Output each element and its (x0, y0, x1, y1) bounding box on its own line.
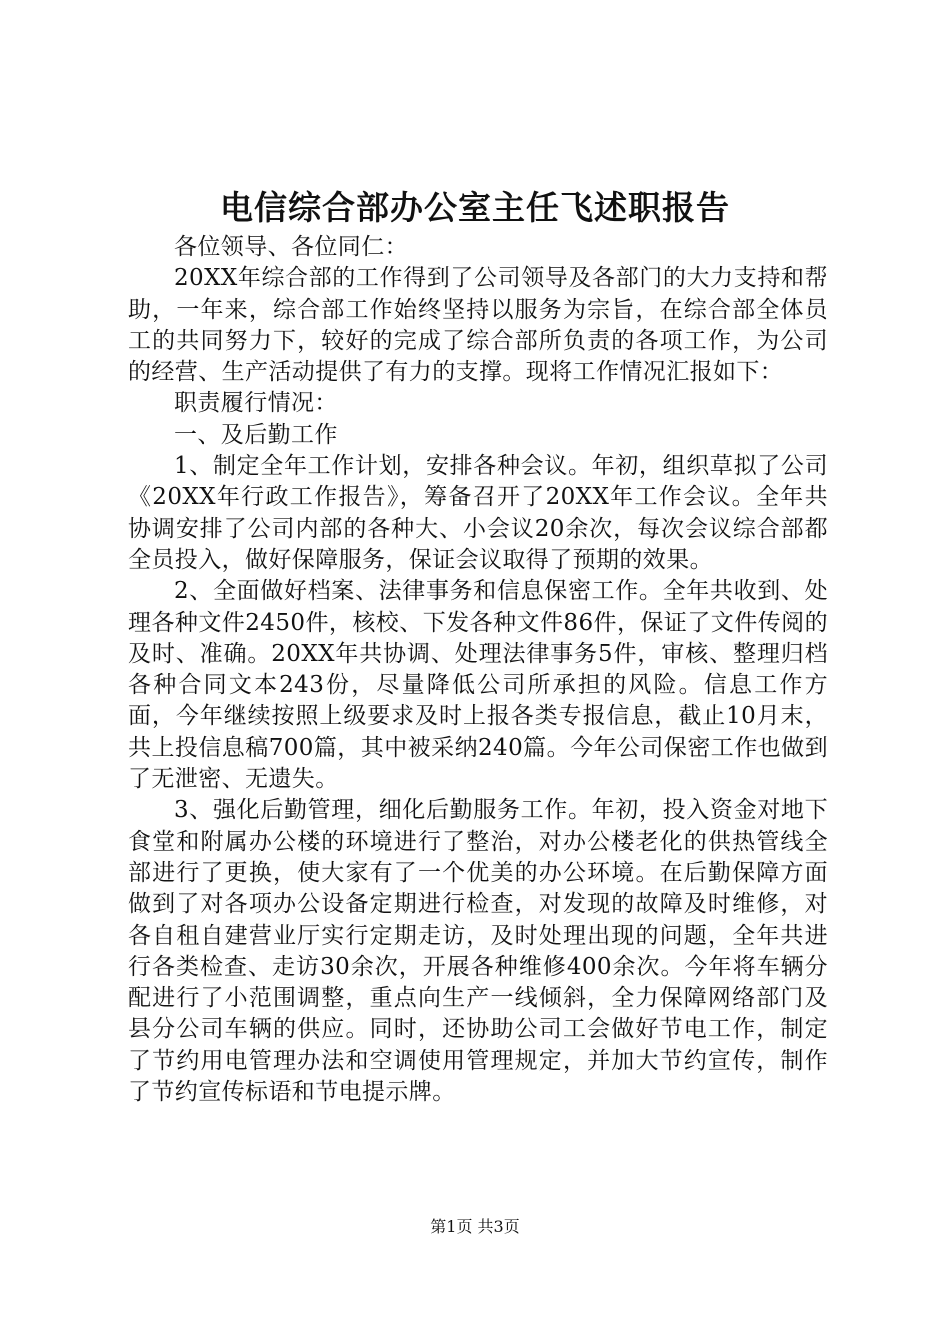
document-title: 电信综合部办公室主任飞述职报告 (220, 188, 730, 227)
paragraph-item-1: 1、制定全年工作计划，安排各种会议。年初，组织草拟了公司《20XX年行政工作报告》，筹备召开了20XX年工作会议。全年共协调安排了公司内部的各种大、小会议20余次，每次会议综合部都全员投入，做好保障服务，保证会议取得了预期的效果。 (128, 453, 828, 573)
paragraph-subsection-heading: 一、及后勤工作 (174, 421, 338, 448)
paragraph-section-heading: 职责履行情况： (174, 390, 338, 417)
paragraph-intro: 20XX年综合部的工作得到了公司领导及各部门的大力支持和帮助，一年来，综合部工作始终坚持以服务为宗旨，在综合部全体员工的共同努力下，较好的完成了综合部所负责的各项工作，为公司的经营、生产活动提供了有力的支撑。现将工作情况汇报如下： (128, 265, 828, 386)
paragraph-salutation: 各位领导、各位同仁： (174, 234, 408, 260)
page-number-footer: 第1页 共3页 (430, 1217, 520, 1236)
paragraph-item-2: 2、全面做好档案、法律事务和信息保密工作。全年共收到、处理各种文件2450件，核校、下发各种文件86件，保证了文件传阅的及时、准确。20XX年共协调、处理法律事务5件，审核、整理归档各种合同文本243份，尽量降低公司所承担的风险。信息工作方面，今年继续按照上级要求及时上报各类专报信息，截止10月末，共上投信息稿700篇，其中被采纳240篇。今年公司保密工作也做到了无泄密、无遗失。 (128, 578, 828, 793)
document-body (128, 232, 828, 1108)
paragraph-item-3: 3、强化后勤管理，细化后勤服务工作。年初，投入资金对地下食堂和附属办公楼的环境进行了整治，对办公楼老化的供热管线全部进行了更换，使大家有了一个优美的办公环境。在后勤保障方面做到了对各项办公设备定期进行检查，对发现的故障及时维修，对各自租自建营业厅实行定期走访，及时处理出现的问题，全年共进行各类检查、走访30余次，开展各种维修400余次。今年将车辆分配进行了小范围调整，重点向生产一线倾斜，全力保障网络部门及县分公司车辆的供应。同时，还协助公司工会做好节电工作，制定了节约用电管理办法和空调使用管理规定，并加大节约宣传，制作了节约宣传标语和节电提示牌。 (128, 797, 828, 1106)
